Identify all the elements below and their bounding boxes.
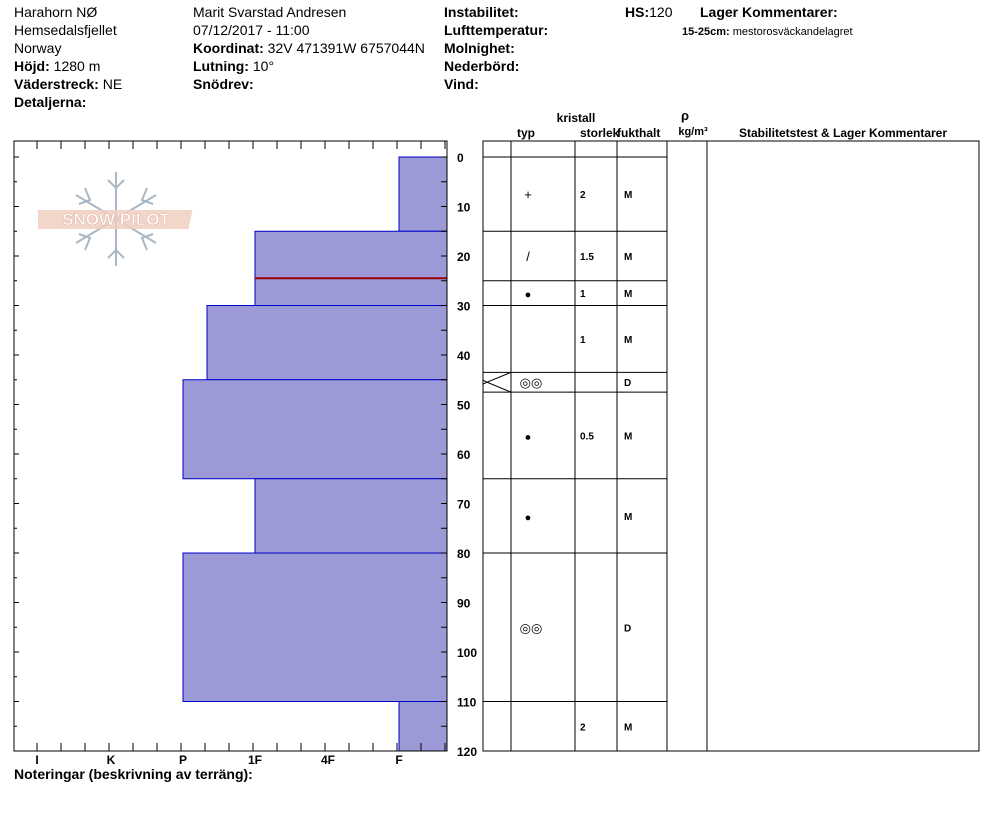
snowdrift-label: Snödrev: bbox=[193, 76, 254, 92]
density-unit-header: kg/m³ bbox=[678, 126, 708, 138]
hardness-layer-bar bbox=[255, 479, 447, 553]
grain-size-value: 1.5 bbox=[580, 252, 594, 263]
hardness-layer-bar bbox=[399, 157, 447, 231]
grain-size-value: 0.5 bbox=[580, 431, 594, 443]
hardness-label: F bbox=[395, 753, 403, 767]
depth-tick-label: 90 bbox=[457, 596, 471, 611]
moisture-value: M bbox=[624, 289, 633, 301]
grain-size-value: 1 bbox=[580, 334, 586, 346]
logo-text: SNOW PILOT bbox=[62, 210, 170, 229]
layer-comment-text: mestorosväckandelagret bbox=[732, 26, 853, 38]
hardness-label: I bbox=[35, 753, 39, 767]
moisture-header: fukthalt bbox=[617, 126, 661, 140]
instability-label: Instabilitet: bbox=[444, 4, 519, 20]
country-name: Norway bbox=[14, 40, 62, 56]
elevation-value: 1280 m bbox=[53, 58, 101, 74]
hardness-label: 1F bbox=[247, 753, 263, 767]
moisture-value: D bbox=[624, 378, 632, 390]
size-header: storlek bbox=[580, 126, 620, 140]
thin-layer-connector bbox=[483, 382, 487, 384]
grain-type-symbol: ● bbox=[524, 289, 532, 302]
hardness-layer-bar bbox=[255, 231, 447, 305]
depth-tick-label: 80 bbox=[457, 547, 471, 561]
hardness-label: K bbox=[106, 753, 116, 767]
grain-size-value: 2 bbox=[580, 722, 586, 734]
depth-tick-label: 40 bbox=[457, 349, 471, 363]
layer-comments-label: Lager Kommentarer: bbox=[700, 4, 838, 20]
thin-layer-connector bbox=[483, 380, 487, 382]
snow-height-label: HS: bbox=[625, 4, 650, 20]
cloud-cover-label: Molnighet: bbox=[444, 40, 515, 56]
elevation-label: Höjd: bbox=[14, 58, 50, 74]
depth-tick-label: 20 bbox=[457, 250, 471, 264]
grain-size-value: 2 bbox=[580, 190, 586, 202]
slope-label: Lutning: bbox=[193, 58, 249, 74]
grain-type-symbol: ● bbox=[524, 511, 532, 524]
depth-tick-label: 120 bbox=[457, 745, 478, 759]
hardness-label: 4F bbox=[320, 753, 336, 767]
observation-datetime: 07/12/2017 - 11:00 bbox=[193, 22, 310, 38]
thin-layer-connector bbox=[487, 372, 511, 392]
moisture-value: D bbox=[624, 623, 632, 635]
hardness-layer-bar bbox=[183, 553, 447, 702]
grain-size-value: 1 bbox=[580, 289, 586, 301]
crystal-header: kristall bbox=[556, 111, 596, 125]
hardness-layer-bar bbox=[183, 380, 447, 479]
air-temperature-label: Lufttemperatur: bbox=[444, 22, 549, 38]
aspect-label: Väderstreck: bbox=[14, 76, 99, 92]
details-label: Detaljerna: bbox=[14, 94, 87, 110]
grain-type-symbol: / bbox=[526, 249, 530, 264]
depth-tick-label: 30 bbox=[457, 299, 471, 314]
grain-type-symbol: ● bbox=[524, 431, 532, 444]
slope-value: 10° bbox=[252, 58, 275, 74]
depth-tick-label: 70 bbox=[457, 497, 471, 512]
hardness-layer-bar bbox=[207, 306, 447, 380]
snow-height-value: 120 bbox=[649, 4, 673, 20]
grain-type-symbol: + bbox=[524, 187, 532, 203]
grain-type-symbol: ◎◎ bbox=[519, 375, 543, 391]
hardness-label: P bbox=[178, 753, 188, 767]
grain-type-symbol: ◎◎ bbox=[519, 620, 543, 636]
layer-comment-range: 15-25cm: bbox=[682, 26, 730, 38]
moisture-value: M bbox=[624, 722, 633, 734]
terrain-notes-label: Noteringar (beskrivning av terräng): bbox=[14, 766, 253, 782]
hardness-layer-bar bbox=[399, 702, 447, 752]
moisture-value: M bbox=[624, 511, 633, 523]
rho-header: ρ bbox=[680, 108, 690, 123]
type-header: typ bbox=[517, 126, 535, 140]
depth-tick-label: 110 bbox=[457, 695, 477, 710]
depth-tick-label: 60 bbox=[457, 448, 471, 462]
coordinate-value: 32V 471391W 6757044N bbox=[267, 40, 425, 56]
location-name: Harahorn NØ bbox=[14, 4, 98, 20]
aspect-value: NE bbox=[102, 76, 123, 92]
precipitation-label: Nederbörd: bbox=[444, 58, 520, 74]
layer-table-frame bbox=[483, 141, 979, 751]
depth-tick-label: 100 bbox=[457, 646, 478, 660]
moisture-value: M bbox=[624, 431, 633, 443]
moisture-value: M bbox=[624, 252, 633, 263]
observer-name: Marit Svarstad Andresen bbox=[193, 4, 347, 20]
moisture-value: M bbox=[624, 190, 633, 202]
depth-tick-label: 10 bbox=[457, 200, 471, 215]
region-name: Hemsedalsfjellet bbox=[14, 22, 117, 38]
wind-label: Vind: bbox=[444, 76, 479, 92]
coordinate-label: Koordinat: bbox=[193, 40, 264, 56]
stability-header: Stabilitetstest & Lager Kommentarer bbox=[738, 126, 948, 140]
moisture-value: M bbox=[624, 334, 633, 346]
depth-tick-label: 0 bbox=[457, 151, 464, 165]
depth-tick-label: 50 bbox=[457, 398, 471, 413]
